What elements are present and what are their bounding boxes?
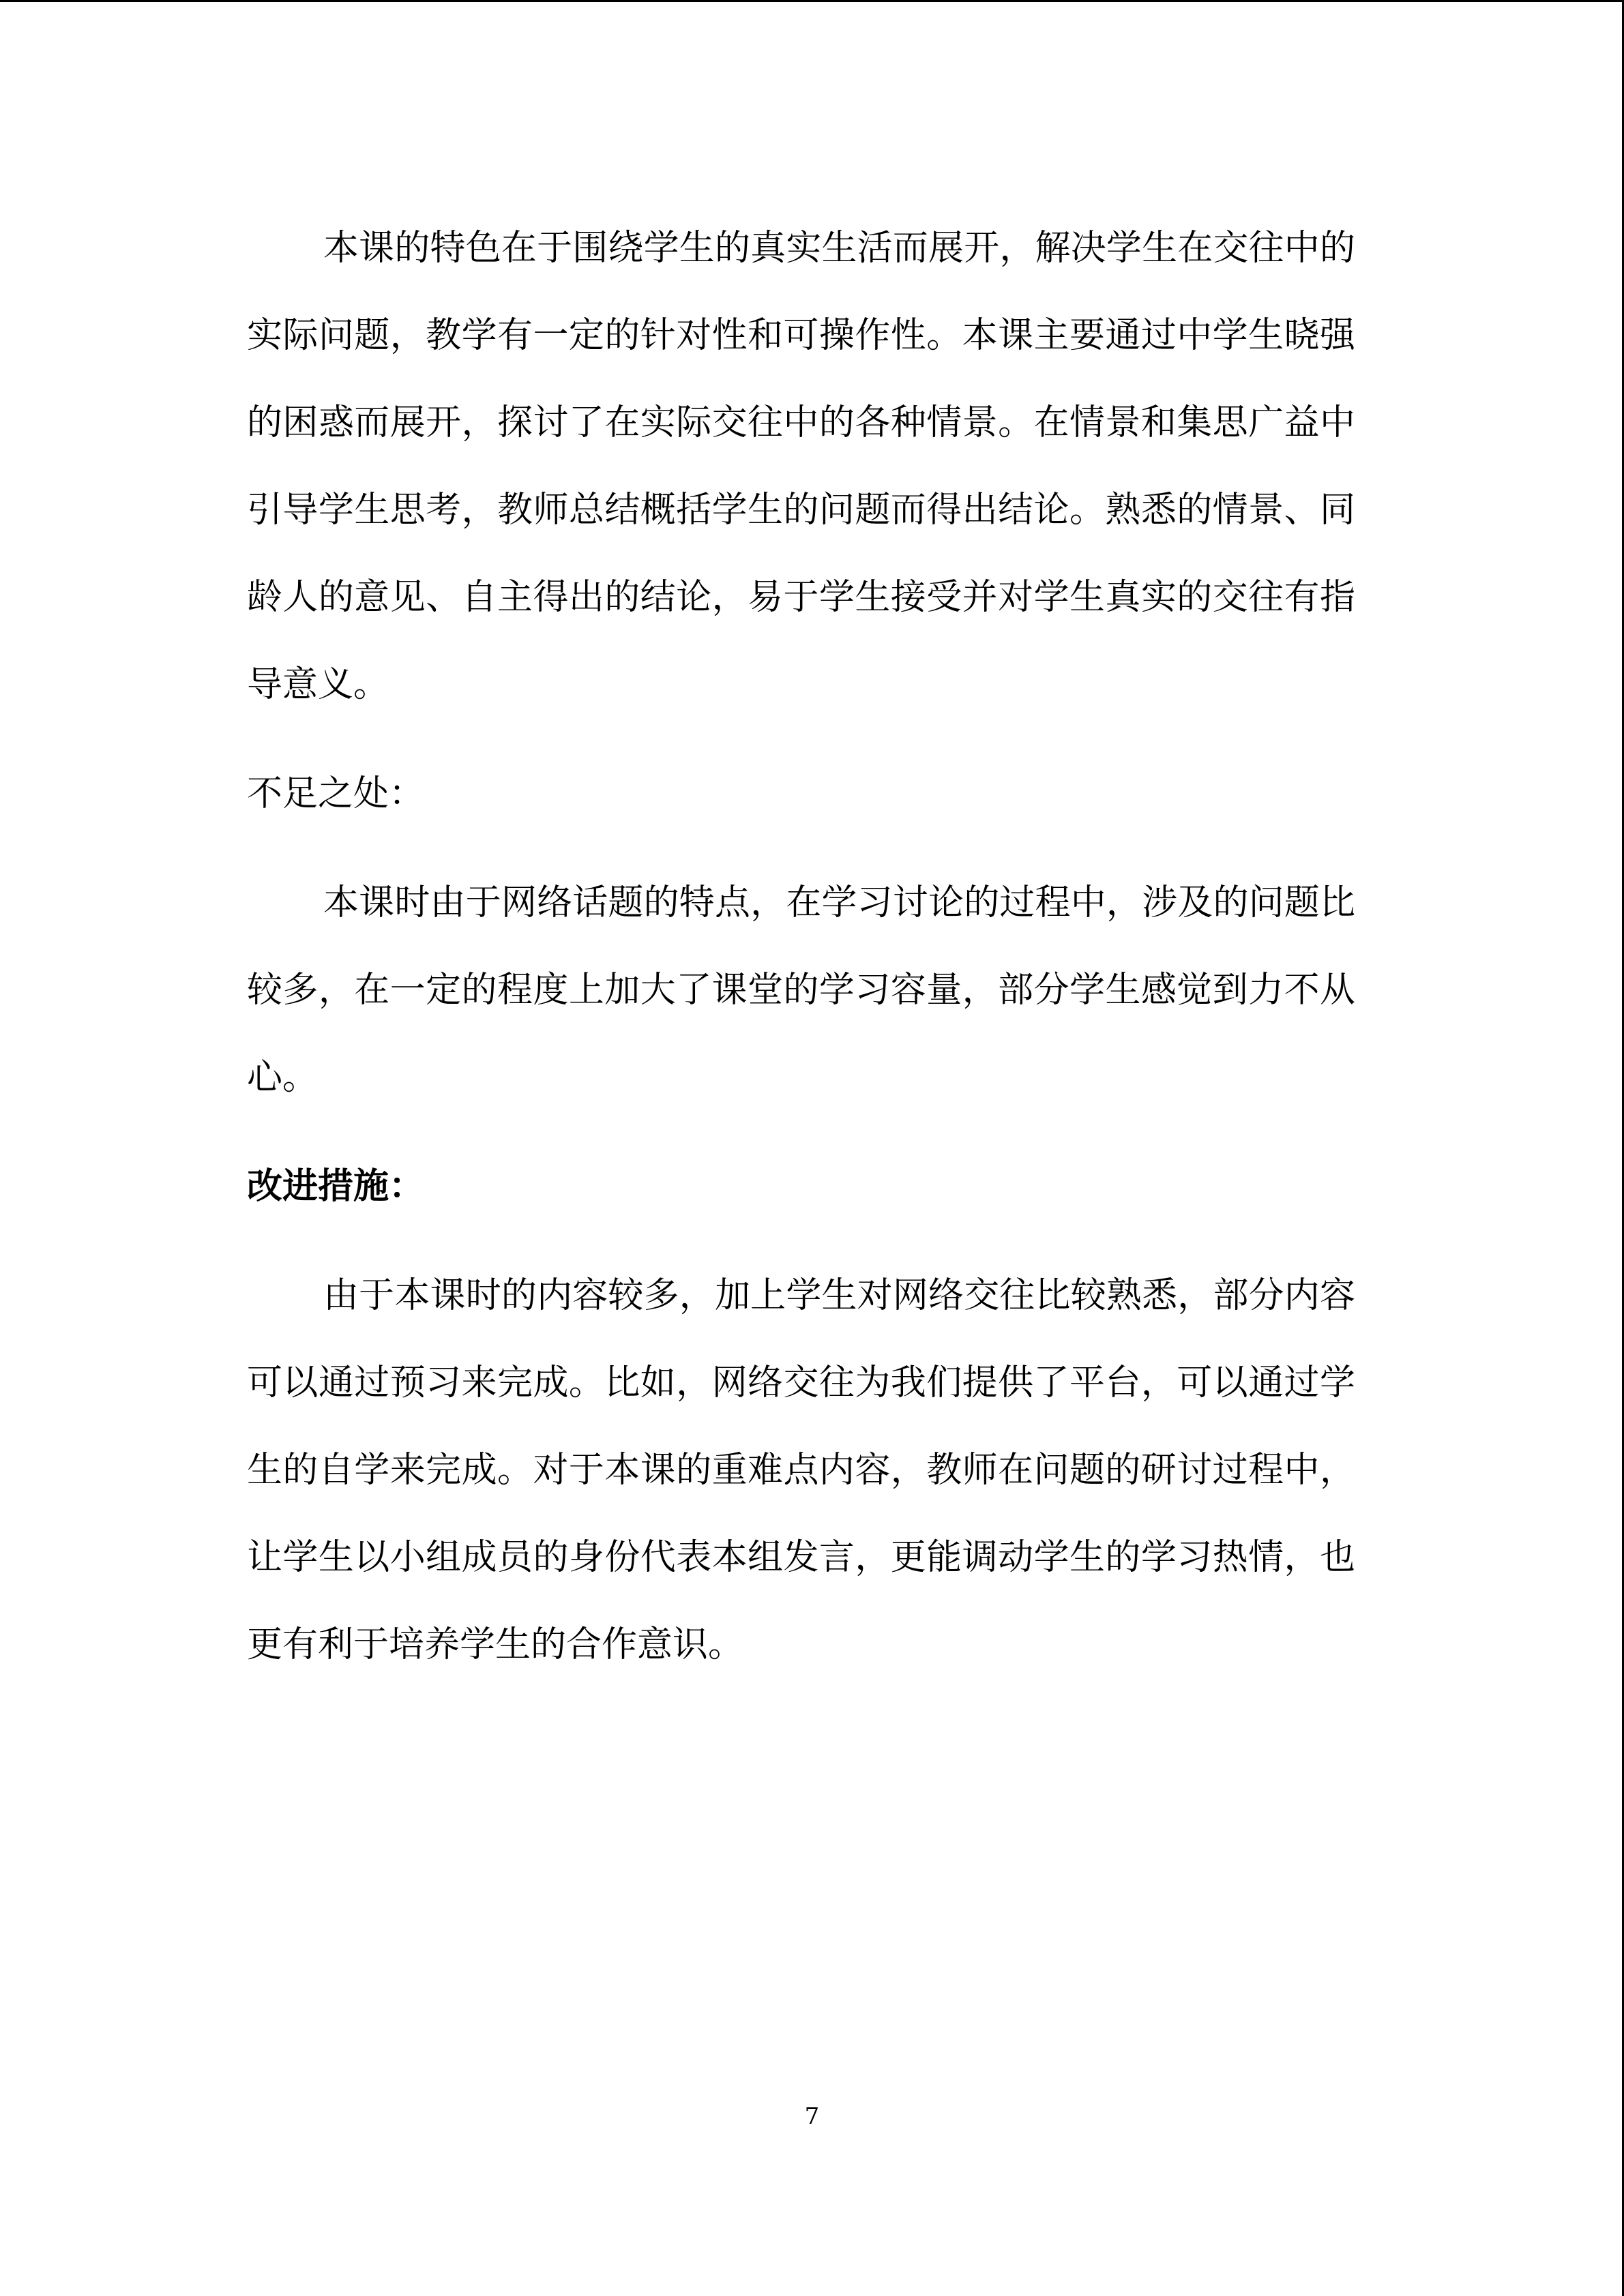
document-body (247, 205, 1355, 1688)
page-number: 7 (804, 2103, 820, 2130)
heading-shortcomings: 不足之处： (247, 773, 425, 814)
paragraph-shortcomings: 本课时由于网络话题的特点，在学习讨论的过程中，涉及的问题比较多，在一定的程度上加大了课堂的学习容量，部分学生感觉到力不从心。 (247, 882, 1355, 1098)
heading-improvements: 改进措施： (247, 1165, 425, 1207)
paragraph-improvements: 由于本课时的内容较多，加上学生对网络交往比较熟悉，部分内容可以通过预习来完成。比如，网络交往为我们提供了平台，可以通过学生的自学来完成。对于本课的重难点内容，教师在问题的研讨过程中，让学生以小组成员的身份代表本组发言，更能调动学生的学习热情，也更有利于培养学生的合作意识。 (247, 1275, 1355, 1665)
paragraph-features: 本课的特色在于围绕学生的真实生活而展开，解决学生在交往中的实际问题，教学有一定的针对性和可操作性。本课主要通过中学生晓强的困惑而展开，探讨了在实际交往中的各种情景。在情景和集思广益中引导学生思考，教师总结概括学生的问题而得出结论。熟悉的情景、同龄人的意见、自主得出的结论，易于学生接受并对学生真实的交往有指导意义。 (247, 228, 1355, 705)
page-border-top (0, 0, 1624, 2)
